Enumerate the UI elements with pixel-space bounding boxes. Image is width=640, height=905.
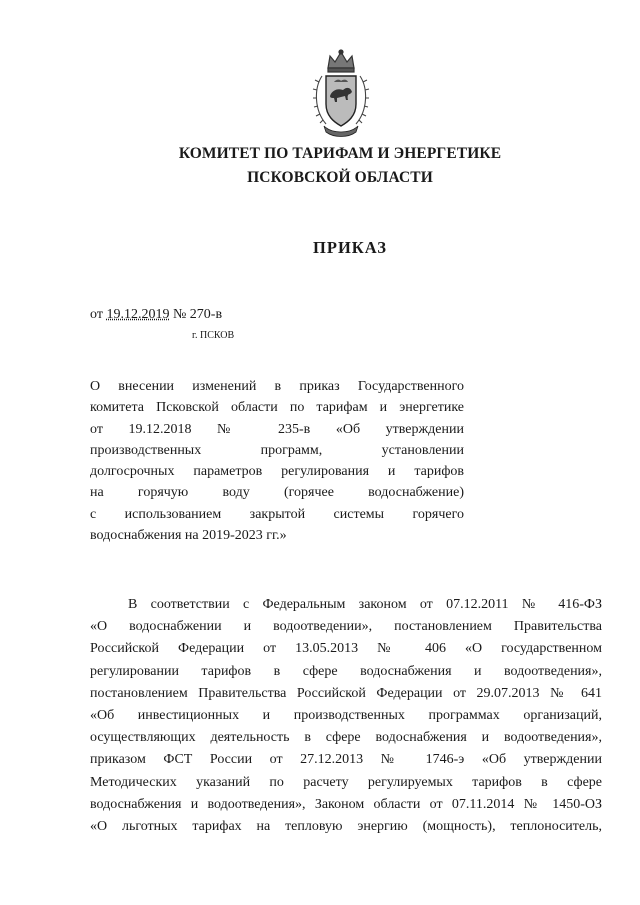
document-title: ПРИКАЗ [313, 238, 387, 257]
body-line: постановлением Правительства Российской Федерации от 29.07.2013 № 641 [90, 685, 602, 701]
body-line: Российской Федерации от 13.05.2013 № 406 «О государственном [90, 641, 602, 657]
body-line: «О водоснабжении и водоотведении», постановлением Правительства [90, 619, 602, 635]
subject-line: комитета Псковской области по тарифам и энергетике [90, 400, 464, 416]
subject-line: с использованием закрытой системы горячего [90, 506, 464, 522]
org-name-line2: ПСКОВСКОЙ ОБЛАСТИ [247, 169, 433, 186]
subject-line: долгосрочных параметров регулирования и тарифов [90, 464, 464, 480]
subject-line: от 19.12.2018 № 235-в «Об утверждении [90, 421, 464, 437]
city-label: г. ПСКОВ [192, 330, 235, 341]
body-line: приказом ФСТ России от 27.12.2013 № 1746-э «Об утверждении [90, 752, 602, 768]
subject-line: водоснабжения на 2019-2023 гг.» [90, 528, 287, 544]
org-name-line1: КОМИТЕТ ПО ТАРИФАМ И ЭНЕРГЕТИКЕ [178, 145, 502, 162]
body-line: В соответствии с Федеральным законом от 07.12.2011 № 416-ФЗ [128, 597, 602, 612]
body-line: «О льготных тарифах на тепловую энергию (мощность), теплоноситель, [90, 818, 602, 834]
order-date-number [90, 307, 222, 323]
order-number: № 270-в [169, 307, 223, 322]
body-line: «Об инвестиционных и производственных программах организаций, [90, 707, 602, 723]
coat-of-arms-icon [310, 48, 372, 140]
body-line: Методических указаний по расчету регулируемых тарифов в сфере [90, 774, 602, 790]
order-subject [90, 376, 464, 546]
order-date: 19.12.2019 [106, 307, 170, 322]
body-line: водоснабжения и водоотведения», Законом области от 07.11.2014 № 1450-ОЗ [90, 796, 602, 812]
date-prefix: от [90, 307, 107, 322]
subject-line: производственных программ, установлении [90, 442, 464, 458]
subject-line: О внесении изменений в приказ Государственного [90, 379, 464, 394]
body-line: осуществляющих деятельность в сфере водоснабжения и водоотведения», [90, 730, 602, 746]
subject-line: на горячую воду (горячее водоснабжение) [90, 485, 464, 501]
body-line: регулировании тарифов в сфере водоснабжения и водоотведения», [90, 663, 602, 679]
order-body-paragraph [90, 594, 602, 838]
